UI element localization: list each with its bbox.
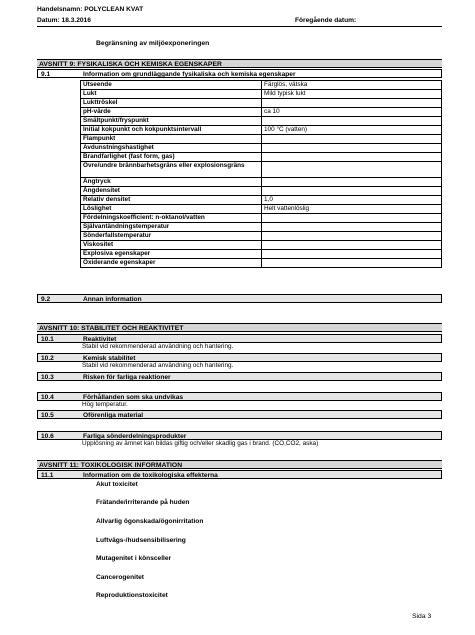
page-number: Sida 3 bbox=[412, 613, 432, 620]
subsection-title: Kemisk stabilitet bbox=[83, 355, 136, 362]
property-row bbox=[81, 126, 442, 135]
subsection-11-1 bbox=[37, 470, 442, 479]
subsection-text: Stabil vid rekommenderad användning och hantering. bbox=[82, 362, 234, 369]
property-label: Flampunkt bbox=[81, 135, 262, 144]
subsection-text: Hög temperatur. bbox=[82, 401, 128, 408]
property-value: 1,0 bbox=[262, 196, 442, 205]
property-row bbox=[81, 187, 442, 196]
subsection-number: 9.1 bbox=[41, 71, 51, 78]
property-label: Avdunstningshastighet bbox=[81, 144, 262, 153]
property-row bbox=[81, 99, 442, 108]
trade-name: Handelsnamn: POLYCLEAN KVAT bbox=[37, 6, 144, 13]
property-label: Ångdensitet bbox=[81, 187, 262, 196]
property-label: Fördelningskoefficient: n-oktanol/vatten bbox=[81, 214, 262, 223]
subsection-10-1 bbox=[37, 334, 442, 343]
tox-item: Luftvägs-/hudsensibilisering bbox=[96, 537, 186, 544]
property-label: Självantändningstemperatur bbox=[81, 223, 262, 232]
subsection-10-6 bbox=[37, 431, 442, 440]
property-row bbox=[81, 117, 442, 126]
tox-item: Reproduktionstoxicitet bbox=[96, 592, 168, 599]
tox-item: Akut toxicitet bbox=[96, 481, 138, 488]
subsection-text: Upplösning av ämnet kan bildas giftig och/eller skadlig gas i brand. (CO,CO2, aska) bbox=[82, 440, 319, 447]
section-10-title: AVSNITT 10: STABILITET OCH REAKTIVITET bbox=[37, 323, 442, 332]
subsection-number: 10.4 bbox=[41, 394, 54, 401]
property-label: Övre/undre brännbarhetsgräns eller explosionsgräns bbox=[81, 162, 262, 178]
subsection-number: 10.3 bbox=[41, 374, 54, 381]
section-9-title: AVSNITT 9: FYSIKALISKA OCH KEMISKA EGENSKAPER bbox=[37, 59, 442, 68]
property-value: ca 10 bbox=[262, 108, 442, 117]
subsection-number: 10.5 bbox=[41, 412, 54, 419]
subsection-10-2 bbox=[37, 353, 442, 362]
subsection-title: Oförenliga material bbox=[83, 412, 144, 419]
subsection-number: 10.1 bbox=[41, 336, 54, 343]
environment-exposure-heading: Begränsning av miljöexponeringen bbox=[96, 40, 210, 47]
property-label: Brandfarlighet (fast form, gas) bbox=[81, 153, 262, 162]
property-value bbox=[262, 135, 442, 144]
property-label: Relativ densitet bbox=[81, 196, 262, 205]
property-value bbox=[262, 144, 442, 153]
property-row bbox=[81, 259, 442, 268]
property-value: Helt vattenlöslig bbox=[262, 205, 442, 214]
property-value bbox=[262, 223, 442, 232]
property-label: Löslighet bbox=[81, 205, 262, 214]
property-row bbox=[81, 108, 442, 117]
property-value bbox=[262, 214, 442, 223]
property-value: 100 °C (vatten) bbox=[262, 126, 442, 135]
subsection-text: Stabil vid rekommenderad användning och hantering. bbox=[82, 343, 234, 350]
subsection-10-3 bbox=[37, 372, 442, 381]
property-label: Utseende bbox=[81, 81, 262, 90]
property-row bbox=[81, 90, 442, 99]
property-label: Lukttröskel bbox=[81, 99, 262, 108]
property-value bbox=[262, 250, 442, 259]
property-label: Explosiva egenskaper bbox=[81, 250, 262, 259]
property-label: Sönderfallstemperatur bbox=[81, 232, 262, 241]
property-value bbox=[262, 153, 442, 162]
property-value: Färglös, vätska bbox=[262, 81, 442, 90]
tox-item: Frätande/irriterande på huden bbox=[96, 499, 190, 506]
subsection-9-2 bbox=[37, 294, 442, 303]
property-row bbox=[81, 144, 442, 153]
property-value bbox=[262, 241, 442, 250]
property-label: Ångtryck bbox=[81, 178, 262, 187]
property-row bbox=[81, 178, 442, 187]
property-row bbox=[81, 196, 442, 205]
property-value bbox=[262, 162, 442, 178]
previous-date: Föregående datum: bbox=[295, 17, 357, 24]
property-row bbox=[81, 162, 442, 178]
property-value: Mild typisk lukt bbox=[262, 90, 442, 99]
subsection-10-5 bbox=[37, 410, 442, 419]
property-value bbox=[262, 117, 442, 126]
property-row bbox=[81, 214, 442, 223]
subsection-9-1 bbox=[37, 69, 442, 78]
property-row bbox=[81, 135, 442, 144]
property-label: pH-värde bbox=[81, 108, 262, 117]
property-value bbox=[262, 259, 442, 268]
tox-item: Cancerogenitet bbox=[96, 574, 144, 581]
subsection-title: Annan information bbox=[83, 296, 142, 303]
subsection-title: Risken för farliga reaktioner bbox=[83, 374, 171, 381]
subsection-10-4 bbox=[37, 392, 442, 401]
property-row bbox=[81, 232, 442, 241]
section-11-title: AVSNITT 11: TOXIKOLOGISK INFORMATION bbox=[37, 460, 442, 469]
property-row bbox=[81, 205, 442, 214]
property-row bbox=[81, 223, 442, 232]
subsection-title: Information om de toxikologiska effekterna bbox=[83, 472, 218, 479]
property-value bbox=[262, 99, 442, 108]
property-label: Smältpunkt/fryspunkt bbox=[81, 117, 262, 126]
subsection-number: 10.6 bbox=[41, 433, 54, 440]
property-label: Viskositet bbox=[81, 241, 262, 250]
properties-table bbox=[80, 80, 442, 268]
document-date: Datum: 18.3.2016 bbox=[37, 17, 91, 24]
property-row bbox=[81, 81, 442, 90]
subsection-title: Farliga sönderdelningsprodukter bbox=[83, 433, 187, 440]
subsection-title: Reaktivitet bbox=[83, 336, 117, 343]
subsection-number: 10.2 bbox=[41, 355, 54, 362]
subsection-number: 9.2 bbox=[41, 296, 51, 303]
property-label: Initial kokpunkt och kokpunktsintervall bbox=[81, 126, 262, 135]
property-label: Lukt bbox=[81, 90, 262, 99]
property-value bbox=[262, 187, 442, 196]
subsection-title: Information om grundläggande fysikaliska och kemiska egenskaper bbox=[83, 71, 296, 78]
subsection-number: 11.1 bbox=[41, 472, 54, 479]
property-row bbox=[81, 241, 442, 250]
subsection-title: Förhållanden som ska undvikas bbox=[83, 394, 184, 401]
property-row bbox=[81, 250, 442, 259]
tox-item: Mutagenitet i könsceller bbox=[96, 555, 172, 562]
property-label: Oxiderande egenskaper bbox=[81, 259, 262, 268]
tox-item: Allvarlig ögonskada/ögonirritation bbox=[96, 518, 204, 525]
property-value bbox=[262, 232, 442, 241]
header-divider bbox=[37, 26, 442, 27]
property-value bbox=[262, 178, 442, 187]
property-row bbox=[81, 153, 442, 162]
